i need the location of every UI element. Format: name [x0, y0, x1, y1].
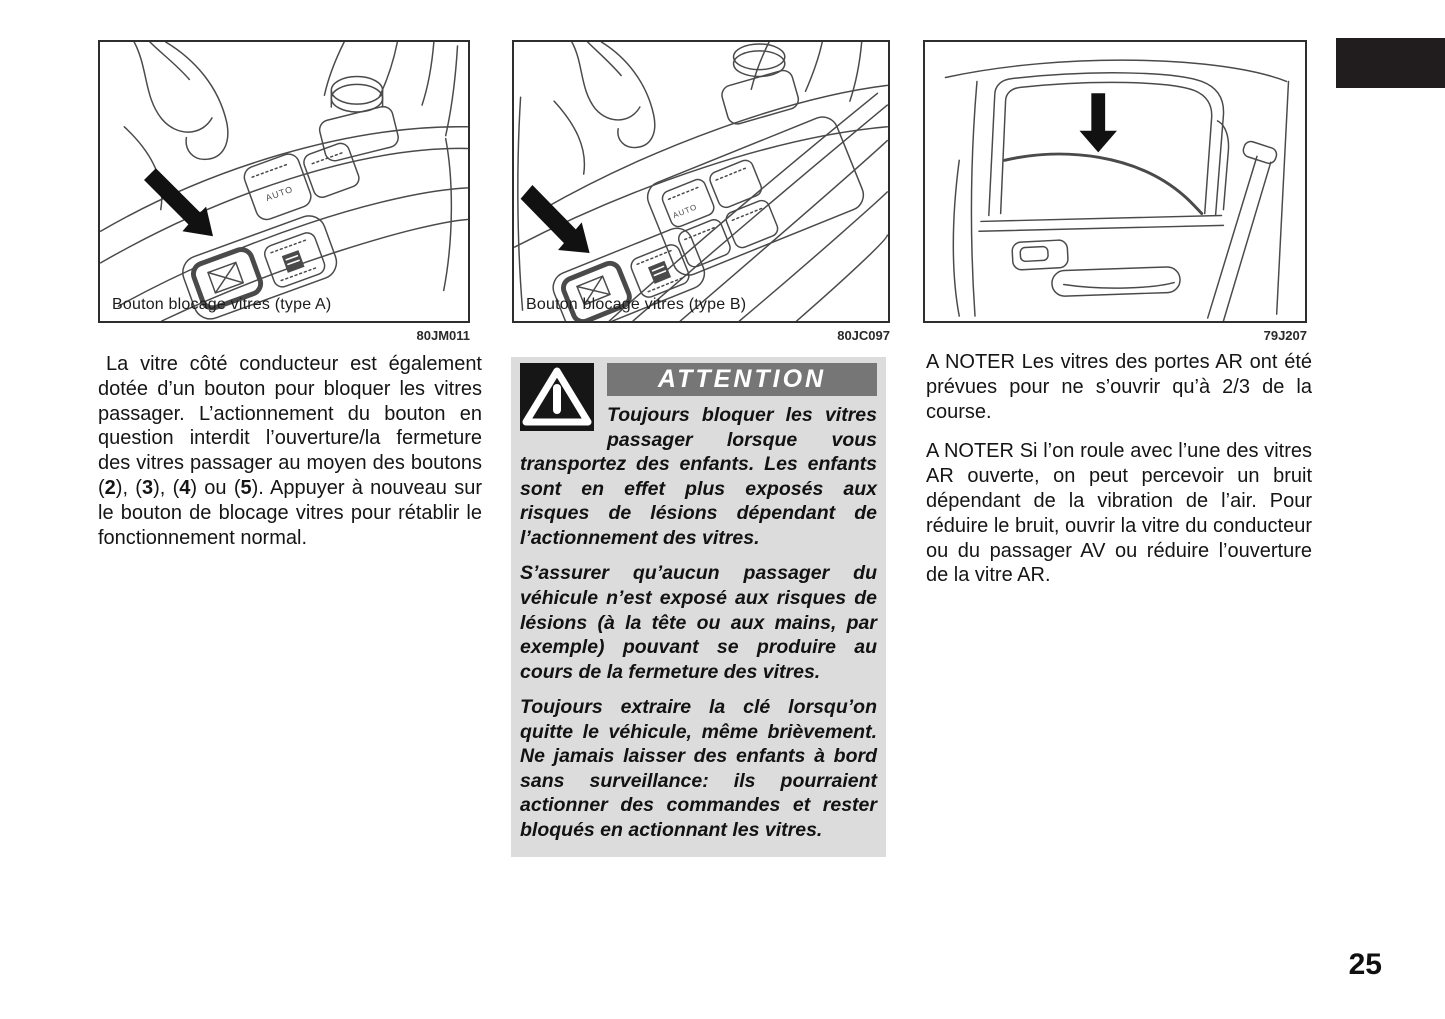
down-arrow-icon — [1080, 93, 1117, 152]
figure-code: 79J207 — [1263, 328, 1307, 343]
figure-rear-window — [923, 40, 1307, 323]
figure-window-lock-type-b — [512, 40, 890, 323]
figure-code: 80JC097 — [837, 328, 890, 343]
page-number: 25 — [1348, 948, 1382, 981]
note-paragraph: A NOTER Les vitres des portes AR ont été prévues pour ne s’ouvrir qu’à 2/3 de la course. — [926, 351, 1312, 423]
figure-caption: Bouton blocage vitres (type A) — [112, 296, 332, 313]
warning-header — [607, 363, 877, 396]
section-tab — [1336, 38, 1445, 88]
warning-paragraph: Toujours bloquer les vitres passager lorsque vous transportez des enfants. Les enfants sont en effet plus exposés aux risques de lésions dépendant de l’actionnement des vitres. — [520, 404, 877, 549]
note-paragraph: A NOTER Si l’on roule avec l’une des vitres AR ouverte, on peut percevoir un bruit dépendant de la vibration de l’air. Pour réduire le bruit, ouvrir la vitre du conducteur ou du passager AV ou réduire l’ouverture de la vitre AR. — [926, 440, 1312, 587]
figure-code: 80JM011 — [416, 328, 470, 343]
notes-column — [926, 350, 1312, 603]
auto-switch-label: AUTO — [264, 183, 295, 203]
warning-paragraph: S’assurer qu’aucun passager du véhicule n’est exposé aux risques de lésions (à la tête ou aux mains, par exemple) pouvant se produire au cours de la fermeture des vitres. — [520, 562, 877, 683]
driver-lock-column — [98, 352, 482, 565]
warning-title: ATTENTION — [657, 365, 827, 393]
warning-box — [511, 357, 886, 857]
rear-door-illustration — [925, 42, 1305, 321]
door-panel-type-b-illustration — [514, 42, 888, 321]
warning-paragraph: Toujours extraire la clé lorsqu’on quitte le véhicule, même brièvement. Ne jamais laisser des enfants à bord sans surveillance: ils pourraient actionner des commandes et rester bloqués en actionnant les vitres. — [520, 696, 877, 841]
figure-window-lock-type-a — [98, 40, 470, 323]
pointer-arrow-icon — [521, 185, 590, 253]
door-panel-type-a-illustration — [100, 42, 468, 321]
figure-caption: Bouton blocage vitres (type B) — [526, 296, 747, 313]
auto-switch-label: AUTO — [671, 202, 699, 221]
warning-triangle-icon — [520, 363, 594, 431]
driver-lock-paragraph: La vitre côté conducteur est également dotée d’un bouton pour bloquer les vitres passager. L’actionnement du bouton en question interdit l’ouverture/la fermeture des vitres passager au moyen des boutons (2), (3), (4) ou (5). Appuyer à nouveau sur le bouton de blocage vitres pour rétablir le fonctionnement normal. — [98, 353, 482, 549]
window-glass-edge — [1005, 154, 1202, 213]
